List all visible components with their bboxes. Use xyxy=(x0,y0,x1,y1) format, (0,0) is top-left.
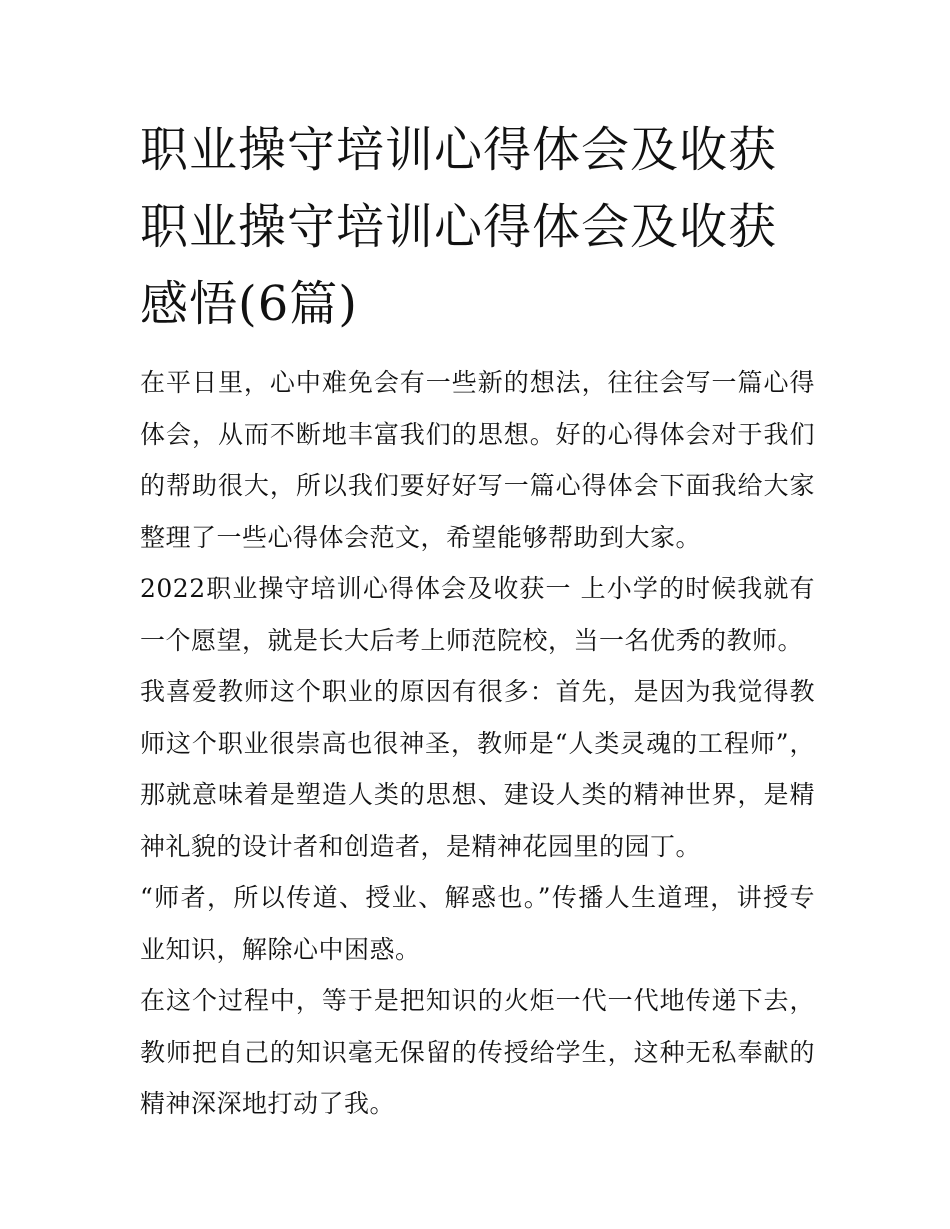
paragraph-2: 2022职业操守培训心得体会及收获一 上小学的时候我就有一个愿望，就是长大后考上师范院校，当一名优秀的教师。 xyxy=(140,574,815,655)
paragraph-4: “师者，所以传道、授业、解惑也。”传播人生道理，讲授专业知识，解除心中困惑。 xyxy=(140,883,815,964)
paragraph-3: 我喜爱教师这个职业的原因有很多：首先，是因为我觉得教师这个职业很崇高也很神圣，教师是“人类灵魂的工程师”，那就意味着是塑造人类的思想、建设人类的精神世界，是精神礼貌的设计者和创造者，是精神花园里的园丁。 xyxy=(140,677,815,861)
document-page xyxy=(140,112,815,1130)
paragraph-intro: 在平日里，心中难免会有一些新的想法，往往会写一篇心得体会，从而不断地丰富我们的思想。好的心得体会对于我们的帮助很大，所以我们要好好写一篇心得体会下面我给大家整理了一些心得体会范文，希望能够帮助到大家。 xyxy=(140,368,815,552)
document-body xyxy=(140,357,815,1130)
title-line-2: 职业操守培训心得体会及收获 xyxy=(140,199,778,255)
title-line-1: 职业操守培训心得体会及收获 xyxy=(140,122,778,178)
document-title xyxy=(140,112,815,343)
title-line-3: 感悟(6篇) xyxy=(140,276,358,332)
paragraph-5: 在这个过程中，等于是把知识的火炬一代一代地传递下去，教师把自己的知识毫无保留的传授给学生，这种无私奉献的精神深深地打动了我。 xyxy=(140,986,815,1118)
